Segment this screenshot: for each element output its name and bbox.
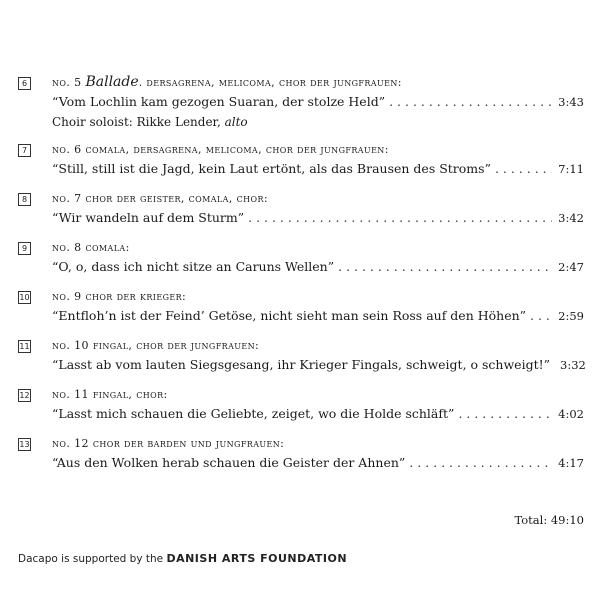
track-10 — [18, 288, 584, 327]
total-duration: Total: 49:10 — [514, 513, 584, 527]
track-list — [18, 74, 584, 484]
track-title: “Lasst mich schauen die Geliebte, zeiget, wo die Holde schläft” — [52, 406, 455, 421]
track-duration: 7:11 — [558, 162, 584, 176]
track-title: “Aus den Wolken herab schauen die Geister der Ahnen” — [52, 455, 406, 470]
foundation-name: DANISH ARTS FOUNDATION — [166, 552, 348, 565]
track-title: “Wir wandeln auf dem Sturm” — [52, 210, 245, 225]
soloist-credit: Choir soloist: Rikke Lender, alto — [52, 115, 248, 129]
track-title: “Lasst ab vom lauten Siegsgesang, ihr Krieger Fingals, schweigt, o schweigt!” — [52, 357, 551, 372]
leader-dots — [530, 305, 552, 327]
track-number: 12 — [19, 391, 30, 400]
track-heading: no. 7 chor der geister, comala, chor: — [52, 192, 268, 205]
track-heading: no. 8 comala: — [52, 241, 130, 254]
track-number: 6 — [18, 77, 31, 90]
track-line — [52, 452, 584, 474]
track-line — [52, 403, 584, 425]
track-7 — [18, 141, 584, 180]
track-number: 8 — [18, 193, 31, 206]
track-line — [52, 256, 584, 278]
track-number: 11 — [19, 342, 30, 351]
track-line — [52, 91, 584, 113]
leader-dots — [409, 452, 552, 474]
leader-dots — [389, 91, 552, 113]
track-title: “Vom Lochlin kam gezogen Suaran, der stolze Held” — [52, 94, 386, 109]
track-duration: 4:02 — [558, 407, 584, 421]
track-line — [52, 354, 584, 376]
track-heading: no. 11 fingal, chor: — [52, 388, 168, 401]
track-13 — [18, 435, 584, 474]
track-6 — [18, 74, 584, 131]
track-8 — [18, 190, 584, 229]
track-11 — [18, 337, 584, 376]
track-heading: no. 6 comala, dersagrena, melicoma, chor der jungfrauen: — [52, 143, 389, 156]
track-number: 7 — [18, 144, 31, 157]
track-heading: no. 9 chor der krieger: — [52, 290, 187, 303]
track-line — [52, 305, 584, 327]
track-title: “Entfloh’n ist der Feind’ Getöse, nicht sieht man sein Ross auf den Höhen” — [52, 308, 527, 323]
track-heading: no. 10 fingal, chor der jungfrauen: — [52, 339, 260, 352]
track-12 — [18, 386, 584, 425]
track-duration: 2:47 — [558, 260, 584, 274]
sponsor-prefix: Dacapo is supported by the — [18, 553, 167, 565]
leader-dots — [458, 403, 552, 425]
track-duration: 2:59 — [558, 309, 584, 323]
sponsor-credit — [18, 552, 347, 565]
track-title: “O, o, dass ich nicht sitze an Caruns Wellen” — [52, 259, 335, 274]
leader-dots — [338, 256, 552, 278]
track-heading: no. 5 Ballade. dersagrena, melicoma, chor der jungfrauen: — [52, 74, 402, 90]
track-number: 10 — [19, 293, 30, 302]
track-line — [52, 158, 584, 180]
track-duration: 4:17 — [558, 456, 584, 470]
leader-dots — [495, 158, 552, 180]
track-number: 9 — [18, 242, 31, 255]
track-line — [52, 207, 584, 229]
track-title: “Still, still ist die Jagd, kein Laut ertönt, als das Brausen des Stroms” — [52, 161, 491, 176]
track-heading: no. 12 chor der barden und jungfrauen: — [52, 437, 285, 450]
track-duration: 3:32 — [560, 358, 586, 372]
track-9 — [18, 239, 584, 278]
track-duration: 3:43 — [558, 95, 584, 109]
track-duration: 3:42 — [558, 211, 584, 225]
track-number: 13 — [19, 440, 30, 449]
leader-dots — [248, 207, 552, 229]
